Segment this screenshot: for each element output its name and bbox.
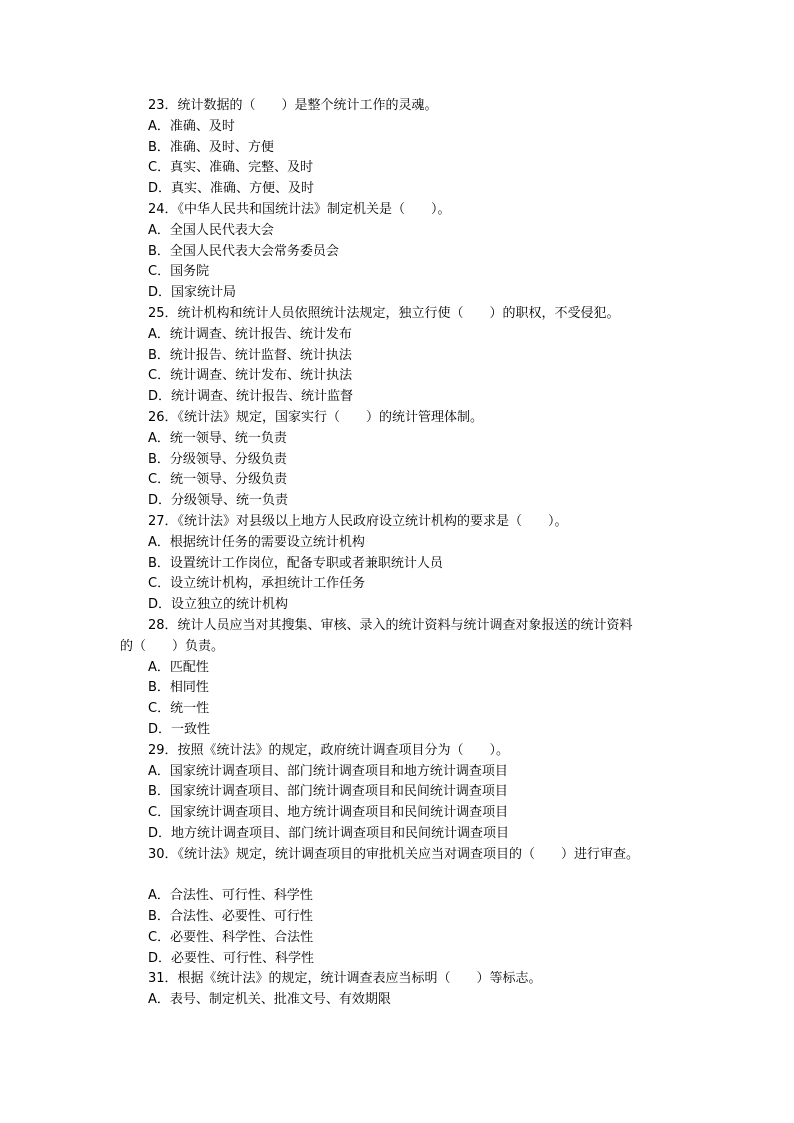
option-d: D．分级领导、统一负责 xyxy=(148,493,289,509)
option-a: A．根据统计任务的需要设立统计机构 xyxy=(148,534,365,550)
option-c: C．真实、准确、完整、及时 xyxy=(148,160,314,176)
option-b: B．准确、及时、方便 xyxy=(148,139,274,155)
option-c: C．统计调查、统计发布、统计执法 xyxy=(148,368,353,384)
option-b: B．分级领导、分级负责 xyxy=(148,451,287,467)
option-c: C．必要性、科学性、合法性 xyxy=(148,929,314,945)
option-b: B．设置统计工作岗位，配备专职或者兼职统计人员 xyxy=(148,555,443,571)
option-b: B．合法性、必要性、可行性 xyxy=(148,909,313,925)
question-list xyxy=(120,96,680,1011)
option-c: C．设立统计机构，承担统计工作任务 xyxy=(148,576,366,592)
option-d: D．一致性 xyxy=(148,721,211,737)
question-stem-continuation: 的（ ）负责。 xyxy=(120,638,225,654)
question-stem: 30．《统计法》规定，统计调查项目的审批机关应当对调查项目的（ ）进行审查。 xyxy=(148,846,640,862)
blank-line xyxy=(120,865,680,886)
option-d: D．真实、准确、方便、及时 xyxy=(148,181,315,197)
option-d: D．统计调查、统计报告、统计监督 xyxy=(148,389,354,405)
option-b: B．全国人民代表大会常务委员会 xyxy=(148,243,339,259)
question-stem: 23．统计数据的（ ）是整个统计工作的灵魂。 xyxy=(148,98,438,113)
option-a: A．合法性、可行性、科学性 xyxy=(148,888,313,904)
option-a: A．统一领导、统一负责 xyxy=(148,430,287,446)
option-b: B．统计报告、统计监督、统计执法 xyxy=(148,347,352,363)
option-a: A．匹配性 xyxy=(148,659,209,675)
question-stem: 24．《中华人民共和国统计法》制定机关是（ ）。 xyxy=(148,201,451,217)
question-stem: 27．《统计法》对县级以上地方人民政府设立统计机构的要求是（ ）。 xyxy=(148,513,568,529)
option-d: D．必要性、可行性、科学性 xyxy=(148,950,315,966)
question-stem: 31．根据《统计法》的规定，统计调查表应当标明（ ）等标志。 xyxy=(148,971,542,987)
option-a: A．国家统计调查项目、部门统计调查项目和地方统计调查项目 xyxy=(148,763,508,779)
option-d: D．地方统计调查项目、部门统计调查项目和民间统计调查项目 xyxy=(148,825,510,841)
question-stem: 29．按照《统计法》的规定，政府统计调查项目分为（ ）。 xyxy=(148,742,510,758)
option-c: C．国务院 xyxy=(148,264,210,280)
option-b: B．相同性 xyxy=(148,680,209,696)
option-a: A．全国人民代表大会 xyxy=(148,222,274,238)
question-stem: 26．《统计法》规定，国家实行（ ）的统计管理体制。 xyxy=(148,409,484,425)
option-a: A．统计调查、统计报告、统计发布 xyxy=(148,326,352,342)
question-stem: 28．统计人员应当对其搜集、审核、录入的统计资料与统计调查对象报送的统计资料 xyxy=(148,617,633,633)
option-b: B．国家统计调查项目、部门统计调查项目和民间统计调查项目 xyxy=(148,784,508,800)
option-c: C．统一领导、分级负责 xyxy=(148,472,288,488)
question-stem: 25．统计机构和统计人员依照统计法规定，独立行使（ ）的职权，不受侵犯。 xyxy=(148,305,620,321)
option-d: D．国家统计局 xyxy=(148,285,237,301)
option-d: D．设立独立的统计机构 xyxy=(148,597,289,613)
option-a: A．表号、制定机关、批准文号、有效期限 xyxy=(148,992,391,1008)
option-c: C．国家统计调查项目、地方统计调查项目和民间统计调查项目 xyxy=(148,805,509,821)
option-c: C．统一性 xyxy=(148,701,210,717)
option-a: A．准确、及时 xyxy=(148,118,235,134)
